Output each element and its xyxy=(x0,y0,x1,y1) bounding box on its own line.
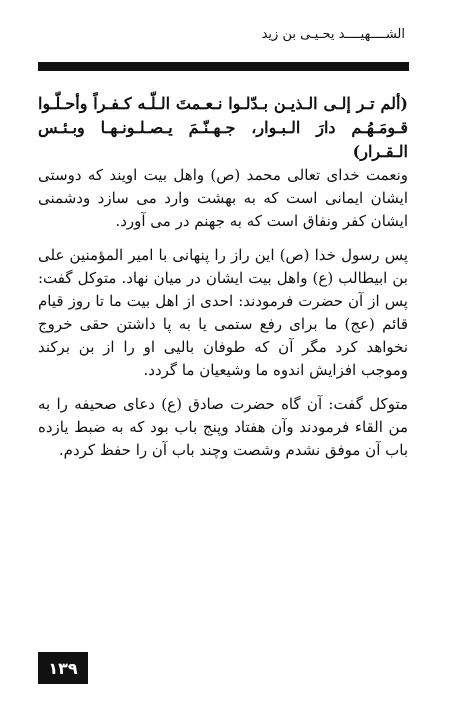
page-number: ١٣٩ xyxy=(38,652,88,684)
quranic-verse: (ألم تـر إلـى الـذيـن بـدّلـوا نـعـمتَ الـلّـه كـفـراً وأحـلّـوا قـومَـهُـم دارَ الـبـوار، جـهـنّـمَ يـصـلـونـهـا وبـئـس الـقـرار) xyxy=(38,94,408,161)
body-text xyxy=(38,92,408,462)
header-rule xyxy=(38,62,409,71)
paragraph-1: ونعمت خدای تعالی محمد (ص) واهل بیت اویند كه دوستی ایشان ایمانی است كه به بهشت وارد می سازد ودشمنی ایشان كفر ونفاق است كه به جهنم در می آورد. xyxy=(38,166,408,230)
paragraph-3: متوكل گفت: آن گاه حضرت صادق (ع) دعای صحیفه را به من القاء فرمودند وآن هفتاد وپنج باب بود كه به ضبط یازده باب آن موفق نشدم وشصت وچند باب آن را حفظ كردم. xyxy=(38,395,408,459)
running-header-title: الشــــهيــــد يحـيـى بن زيد xyxy=(261,27,405,42)
paragraph-2: پس رسول خدا (ص) این راز را پنهانی با امیر المؤمنین علی بن ابیطالب (ع) واهل بیت ایشان در میان نهاد. متوكل گفت: پس از آن حضرت فرمودند: احدی از اهل بیت ما تا روز قیام قائم (عج) ما برای رفع ستمی یا به پا داشتن حقی خروج نخواهد كرد مگر آن كه طوفان بالیی او را از بن بركند وموجب افزایش اندوه ما وشیعیان ما گردد. xyxy=(38,246,408,379)
